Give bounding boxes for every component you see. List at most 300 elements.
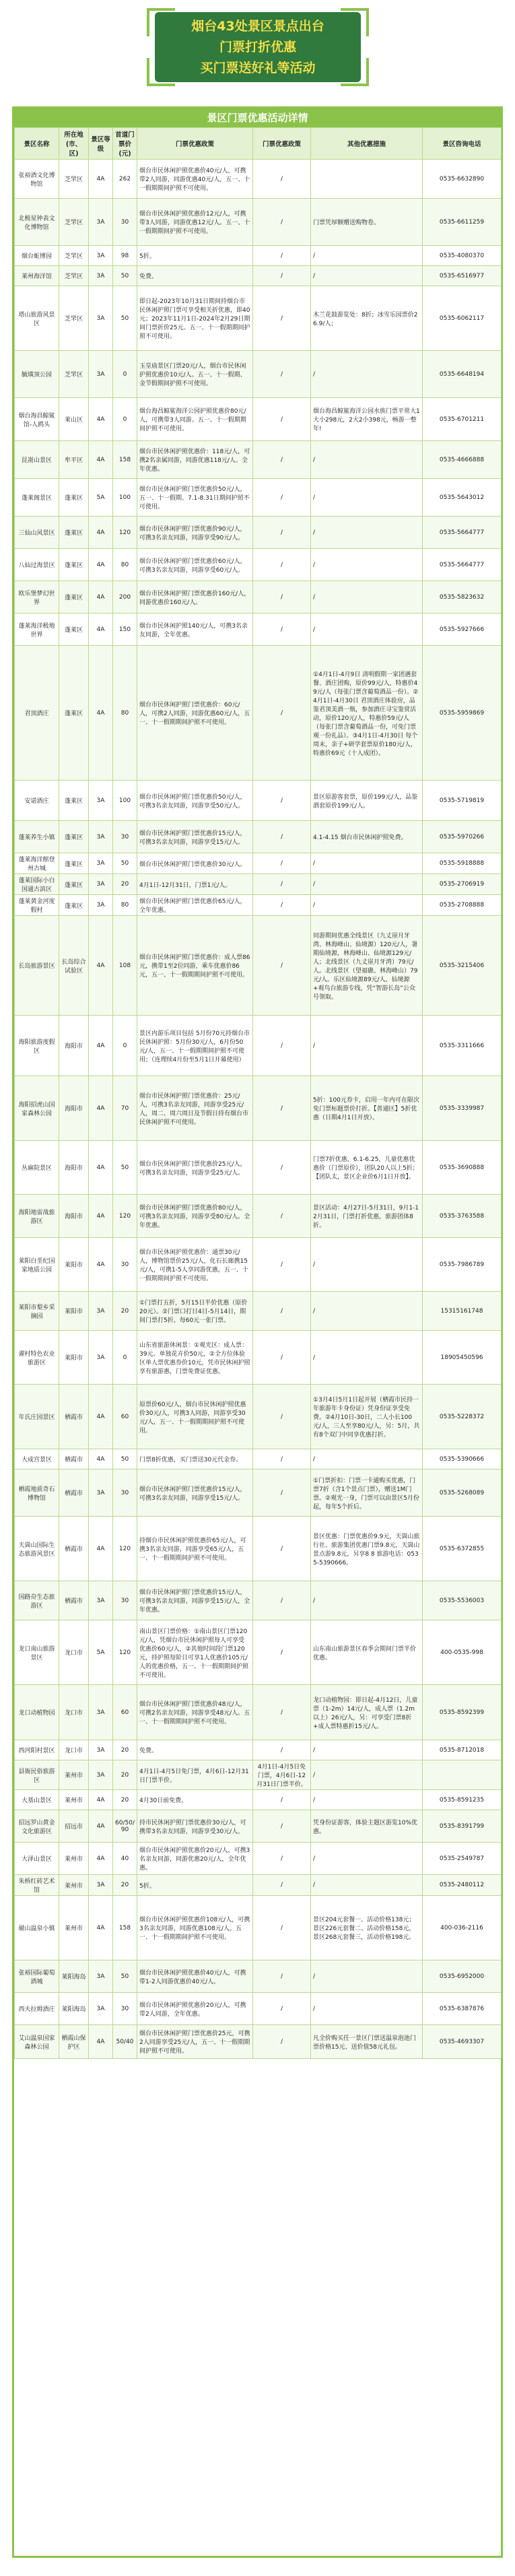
- cell-other: 烟台海昌鲸鲨海洋公园水族门票平常大1大小298元，2大2小398元，畅游一整年!: [311, 398, 423, 441]
- cell-other: /: [311, 351, 423, 398]
- cell-ticket: /: [253, 895, 311, 916]
- header-area: 所在地(市、区): [59, 128, 89, 160]
- cell-policy: 烟台市民休闲护照门票优惠价48元/人，可携2名亲友同游，同游享受48元/人。五一、十一假期期间护照不可使用。: [137, 1685, 253, 1740]
- cell-level: 4A: [89, 1517, 113, 1581]
- cell-name: 三仙山风景区: [15, 517, 59, 549]
- cell-other: /: [311, 581, 423, 614]
- cell-ticket: /: [253, 479, 311, 517]
- cell-policy: 门票8折优惠，买门票送30元代金券。: [137, 1449, 253, 1469]
- cell-policy: 景区内游乐项目包括 5月份70元持烟台市民休闲护照：5月份30元/人，6月份50元/人，五一、十一假期期间护照不可使用；（连理续4月份至5月1日开幕使用）: [137, 1016, 253, 1076]
- cell-area: 栖霞市: [59, 1581, 89, 1620]
- cell-area: 牟平区: [59, 441, 89, 479]
- cell-area: 莱州市: [59, 1875, 89, 1896]
- cell-price: 120: [113, 517, 137, 549]
- cell-name: 龙口动植物园: [15, 1685, 59, 1740]
- cell-price: 158: [113, 1896, 137, 1960]
- cell-name: 年氏庄园景区: [15, 1385, 59, 1449]
- cell-phone: 400-036-2116: [423, 1896, 502, 1960]
- cell-policy: 烟台市民休闲护照优惠价20元/人，可携带2人同游，全年优惠。: [137, 1993, 253, 2025]
- cell-price: 80: [113, 549, 137, 581]
- cell-other: [311, 160, 423, 199]
- cell-policy: 烟台市民休闲护照门票优惠价：成人票86元，携带1至2位同游，乘车优惠价86元，五一、十一假期期间护照不可使用。: [137, 916, 253, 1016]
- table-row: [15, 1620, 502, 1685]
- cell-other: 凭身份证游客，体验主题区游览10%优惠。: [311, 1810, 423, 1843]
- cell-area: 蓬莱区: [59, 895, 89, 916]
- cell-phone: 0535-6372855: [423, 1517, 502, 1581]
- header-price: 首道门票价(元): [113, 128, 137, 160]
- cell-name: 烟台海昌鲸鲨馆-人鸥头: [15, 398, 59, 441]
- cell-policy: 烟台市民休闲护照优惠价12元/人，可携带3人同游，同游优惠12元/人。五一、十一假期期间护照不可使用。: [137, 199, 253, 246]
- cell-phone: 0535-6062117: [423, 286, 502, 351]
- cell-ticket: /: [253, 2025, 311, 2059]
- cell-level: 3A: [89, 199, 113, 246]
- cell-name: 大基山景区: [15, 1790, 59, 1810]
- cell-phone: 0535-2706919: [423, 874, 502, 895]
- cell-policy: 5折。: [137, 246, 253, 266]
- cell-level: 3A: [89, 853, 113, 874]
- cell-level: 4A: [89, 1449, 113, 1469]
- cell-area: 芝罘区: [59, 266, 89, 286]
- banner-line-2: 门票打折优惠: [219, 40, 296, 55]
- cell-phone: 0535-4693307: [423, 2025, 502, 2059]
- cell-phone: 0535-6387876: [423, 1993, 502, 2025]
- cell-policy: 烟台市民休闲护照门票优惠价50元/人，五一、十一假期、7.1-8.31日期间护照不可使用。: [137, 479, 253, 517]
- cell-level: 4A: [89, 1195, 113, 1238]
- cell-phone: 0535-5918888: [423, 853, 502, 874]
- cell-policy: 即日起-2023年10月31日期间持烟台市民休闲护照门票可享受相关折优惠，即40元；2023年11月1日-2024年2月29日期间门票折价25元。五一、十一假期期间护照不可使用。: [137, 286, 253, 351]
- cell-level: 3A: [89, 821, 113, 853]
- cell-ticket: 4月1日-4月5日免门票，4月6日-12月31日门票半价。: [253, 1760, 311, 1790]
- cell-policy: 烟台市民休闲护照门票优惠价80元/人，可携3名亲友同游，同游享受80元/人。全年优惠。: [137, 1195, 253, 1238]
- cell-area: 海阳市: [59, 1016, 89, 1076]
- cell-phone: 18905450596: [423, 1331, 502, 1385]
- cell-name: 塔山旅游风景区: [15, 286, 59, 351]
- cell-price: 98: [113, 246, 137, 266]
- table-header-row: [15, 128, 502, 160]
- banner-card: [155, 12, 361, 82]
- cell-area: 栖霞市: [59, 1449, 89, 1469]
- table-row: [15, 1843, 502, 1875]
- table-row: [15, 1141, 502, 1195]
- cell-ticket: /: [253, 1896, 311, 1960]
- cell-price: 60/50/90: [113, 1810, 137, 1843]
- cell-area: 栖霞市: [59, 1517, 89, 1581]
- footer-gap: [0, 2558, 515, 2576]
- cell-phone: 0535-7986789: [423, 1238, 502, 1292]
- cell-phone: 0535-5719819: [423, 781, 502, 821]
- cell-name: 莱阳市梨乡采摘园: [15, 1292, 59, 1331]
- cell-area: 长岛综合试验区: [59, 916, 89, 1016]
- cell-level: 4A: [89, 1141, 113, 1195]
- scenic-table: [14, 127, 502, 2059]
- cell-area: 栖霞山保护区: [59, 2025, 89, 2059]
- cell-name: 海阳地雷战旅游区: [15, 1195, 59, 1238]
- cell-price: 20: [113, 1292, 137, 1331]
- cell-ticket: /: [253, 1843, 311, 1875]
- cell-ticket: /: [253, 821, 311, 853]
- cell-policy: 4月1日-4月5日免门票，4月6日-12月31日门票半价。: [137, 1760, 253, 1790]
- cell-phone: 0535-3690888: [423, 1141, 502, 1195]
- table-row: [15, 1581, 502, 1620]
- table-row: [15, 2025, 502, 2059]
- cell-policy: 烟台海昌鲸鲨海洋公园护照优惠价80元/人，可携带3人同游。五一、十一假期期间护照不可使用。: [137, 398, 253, 441]
- cell-level: 3A: [89, 1292, 113, 1331]
- cell-area: 蓬莱区: [59, 614, 89, 646]
- cell-ticket: /: [253, 1993, 311, 2025]
- cell-price: 30: [113, 199, 137, 246]
- cell-policy: 烟台市民休闲护照优惠价：118元/人，可携2名亲属同游，同游优惠118元/人。全年优惠。: [137, 441, 253, 479]
- cell-price: 50: [113, 266, 137, 286]
- cell-area: 莱阳海岛: [59, 1993, 89, 2025]
- cell-ticket: /: [253, 646, 311, 781]
- scenic-table-container: [12, 106, 503, 2558]
- cell-phone: 0535-6611259: [423, 199, 502, 246]
- cell-ticket: /: [253, 1238, 311, 1292]
- cell-ticket: /: [253, 1960, 311, 1993]
- cell-area: 蓬莱区: [59, 646, 89, 781]
- cell-name: 张裕酒文化博物馆: [15, 160, 59, 199]
- cell-price: 20: [113, 1875, 137, 1896]
- cell-policy: 烟台市民休闲护照门票优惠价90元/人，可携3名亲友同游，同游享受90元/人。: [137, 517, 253, 549]
- cell-policy: ①门票打五折，5月15日半价优惠（原价20元）。②门票口打日4日-5月14日，期间门票打5折，每60元一张门票。: [137, 1292, 253, 1331]
- cell-other: /: [311, 1238, 423, 1292]
- cell-level: 4A: [89, 581, 113, 614]
- cell-phone: 0535-5664777: [423, 549, 502, 581]
- cell-policy: 南山景区门票价格：①南山景区门票120元/人，凭烟台市民休闲护照每人可享受优惠价60元/人，②其他时间段门票120元，持护照每阶日可享1人优惠价105元/人的优惠价格，五一、十一假期期间护照不可使用。: [137, 1620, 253, 1685]
- cell-phone: 0535-4666888: [423, 441, 502, 479]
- table-row: [15, 614, 502, 646]
- cell-phone: 0535-2549787: [423, 1843, 502, 1875]
- cell-name: 安诺酒庄: [15, 781, 59, 821]
- cell-phone: 0535-5970266: [423, 821, 502, 853]
- cell-policy: 玉皇庙景区门票20元/人，烟台市民休闲护照优惠价10元/人。五一、十一假期、金节假期间护照不可使用。: [137, 351, 253, 398]
- table-row: [15, 549, 502, 581]
- cell-level: 3A: [89, 246, 113, 266]
- cell-policy: 烟台市民休闲护照门票优惠价15元/人，可携3名亲友同游，同游享受15元/人，全年优惠。: [137, 1581, 253, 1620]
- table-row: [15, 821, 502, 853]
- table-title: 景区门票优惠活动详情: [14, 108, 501, 127]
- cell-policy: 烟台市民休闲护照门票优惠价15元/人，可携3名亲友同游，同游享受15元/人。: [137, 1469, 253, 1517]
- cell-level: 3A: [89, 1960, 113, 1993]
- table-row: [15, 199, 502, 246]
- table-row: [15, 1740, 502, 1760]
- cell-level: 4A: [89, 517, 113, 549]
- cell-price: 0: [113, 1016, 137, 1076]
- cell-price: 50: [113, 1449, 137, 1469]
- cell-price: 158: [113, 441, 137, 479]
- cell-other: /: [311, 1016, 423, 1076]
- cell-level: 4A: [89, 1016, 113, 1076]
- cell-area: 海阳市: [59, 1141, 89, 1195]
- cell-level: 4A: [89, 2025, 113, 2059]
- banner-line-3: 买门票送好礼等活动: [200, 61, 316, 75]
- cell-phone: 0535-6952000: [423, 1960, 502, 1993]
- table-row: [15, 1960, 502, 1993]
- cell-ticket: /: [253, 853, 311, 874]
- cell-level: 3A: [89, 351, 113, 398]
- cell-other: 4.1-4.15 烟台市民休闲护照免费。: [311, 821, 423, 853]
- cell-phone: 0535-5536003: [423, 1581, 502, 1620]
- table-row: [15, 1195, 502, 1238]
- cell-price: 60: [113, 1685, 137, 1740]
- cell-area: 蓬莱区: [59, 581, 89, 614]
- cell-other: /: [311, 1960, 423, 1993]
- cell-area: 蓬莱区: [59, 874, 89, 895]
- table-row: [15, 1760, 502, 1790]
- cell-ticket: /: [253, 351, 311, 398]
- cell-policy: 烟台市民休闲护照门票优惠价：60元/人，可携2人同游，同游优惠60元/人，五一、十一假期期间护照不可使用。: [137, 646, 253, 781]
- table-row: [15, 286, 502, 351]
- cell-level: 4A: [89, 1238, 113, 1292]
- cell-price: 30: [113, 1469, 137, 1517]
- cell-ticket: /: [253, 1469, 311, 1517]
- cell-ticket: /: [253, 1810, 311, 1843]
- cell-phone: 0535-8591235: [423, 1790, 502, 1810]
- cell-price: 108: [113, 916, 137, 1016]
- cell-other: /: [311, 1790, 423, 1810]
- cell-policy: 烟台市民休闲护照优惠价：通票30元/人，博物馆票价25元/人，化石长廊携15元/人，可携1-5人享同游优惠，五一、十一假期期间护照不可使用。: [137, 1238, 253, 1292]
- cell-name: 丛麻院景区: [15, 1141, 59, 1195]
- cell-name: 欧乐堡梦幻世界: [15, 581, 59, 614]
- cell-ticket: /: [253, 1331, 311, 1385]
- cell-ticket: /: [253, 874, 311, 895]
- table-row: [15, 160, 502, 199]
- cell-level: 3A: [89, 1331, 113, 1385]
- cell-area: 蓬莱区: [59, 549, 89, 581]
- cell-area: 莱州市: [59, 1790, 89, 1810]
- cell-price: 60: [113, 1385, 137, 1449]
- cell-policy: 4月30日前免费。: [137, 1790, 253, 1810]
- cell-ticket: /: [253, 1740, 311, 1760]
- cell-policy: 山东省旅游休闲景：①观光区：成人票：39元。单独花卉价50元，②全方位体验区单人票优惠券价10元，凭市民休闲护照享有旅游惠，门票免费证优惠。: [137, 1331, 253, 1385]
- cell-phone: 400-0535-998: [423, 1620, 502, 1685]
- header-ticket: 门票优惠政策: [253, 128, 311, 160]
- header-name: 景区名称: [15, 128, 59, 160]
- cell-price: 100: [113, 479, 137, 517]
- cell-phone: 0535-5390666: [423, 1449, 502, 1469]
- table-row: [15, 1016, 502, 1076]
- cell-name: 大泽山景区: [15, 1843, 59, 1875]
- cell-name: 蓬莱养生小镇: [15, 821, 59, 853]
- cell-phone: 0535-6632890: [423, 160, 502, 199]
- cell-name: 县衙民俗旅游区: [15, 1760, 59, 1790]
- cell-other: 同游期间优惠全线景区（九丈崖月牙湾、林海峰山、仙境源）120元/人，暑期仙境源，林海峰山、仙境源129元/人；北线景区（九丈崖月牙湾）79元/人。北线景区（望福礁、林海峰山）79元/人。乐区仙境源89元/人，仙境源+观鸟台旅游专线，凭“智游长岛”公众号领取。: [311, 916, 423, 1016]
- cell-policy: 烟台市民休闲护照门票优惠价25元/人，可携3名亲友同游，同游享受25元/人。: [137, 1141, 253, 1195]
- cell-name: 北极星钟表文化博物馆: [15, 199, 59, 246]
- cell-ticket: /: [253, 398, 311, 441]
- table-row: [15, 266, 502, 286]
- cell-area: 芝罘区: [59, 351, 89, 398]
- cell-area: 芝罘区: [59, 246, 89, 266]
- cell-ticket: /: [253, 1195, 311, 1238]
- table-row: [15, 441, 502, 479]
- cell-name: 莱阳白垩纪国家地质公园: [15, 1238, 59, 1292]
- table-row: [15, 1685, 502, 1740]
- cell-name: 磁山温泉小镇: [15, 1896, 59, 1960]
- cell-name: 烟台蚯博园: [15, 246, 59, 266]
- cell-policy: 烟台市民休闲护照优惠价108元/人，可携3名亲友同游，同游优惠108元/人。五一、十一假期期间护照不可使用。: [137, 1896, 253, 1960]
- cell-other: /: [311, 479, 423, 517]
- cell-other: 龙口动植物园：即日起-4月12日，儿童票（1-2m）14元/人，成人票（1.2m以上）26元/人，另：可享受门票8折+成人票特惠折15元/人。: [311, 1685, 423, 1740]
- cell-other: 木兰花鼓游览处：8折；冰雪乐园票价26.9/人；: [311, 286, 423, 351]
- cell-area: 海阳市: [59, 1076, 89, 1141]
- cell-other: /: [311, 1449, 423, 1469]
- cell-price: 80: [113, 646, 137, 781]
- cell-other: 山东南山旅游景区春季会期间门票半价优惠。: [311, 1620, 423, 1685]
- cell-policy: 烟台市民休闲护照门票优惠价50元/人，可携3名亲友同游，同游享受50元/人。: [137, 781, 253, 821]
- cell-name: 招远罗山黄金文化旅游区: [15, 1810, 59, 1843]
- table-row: [15, 874, 502, 895]
- cell-price: 50: [113, 1141, 137, 1195]
- cell-name: 天崮山国际生态旅游风景区: [15, 1517, 59, 1581]
- cell-price: 0: [113, 398, 137, 441]
- cell-level: 3A: [89, 781, 113, 821]
- table-row: [15, 1449, 502, 1469]
- cell-phone: 0535-5823632: [423, 581, 502, 614]
- cell-ticket: /: [253, 1685, 311, 1740]
- cell-price: 50: [113, 853, 137, 874]
- cell-other: /: [311, 1740, 423, 1760]
- cell-area: 芝罘区: [59, 160, 89, 199]
- cell-other: 5折：100元券卡，启用一年内可在限次免门票标题票价打折。【普通区】5折优惠（日期4月1日开放）。: [311, 1076, 423, 1141]
- cell-policy: 原票价60元/人，烟台市民休闲护照优惠价30元/人，可携3人同游，同游享受30元/人，五一、十一假期期间护照不可使用。: [137, 1385, 253, 1449]
- cell-phone: [423, 1760, 502, 1790]
- cell-other: /: [311, 1993, 423, 2025]
- cell-other: /: [311, 246, 423, 266]
- cell-area: 莱阳市: [59, 1331, 89, 1385]
- cell-price: 200: [113, 581, 137, 614]
- cell-name: 龙口南山旅游景区: [15, 1620, 59, 1685]
- header-level: 景区等级: [89, 128, 113, 160]
- cell-price: 150: [113, 614, 137, 646]
- cell-price: 30: [113, 821, 137, 853]
- cell-phone: 0535-5959869: [423, 646, 502, 781]
- cell-ticket: /: [253, 781, 311, 821]
- cell-other: 景区204元套餐一、活动价格138元；景区226元套餐二、活动价格158元，景区268元套餐三，活动价格198元。: [311, 1896, 423, 1960]
- cell-policy: 烟台市民休闲护照优惠价20元/人，可携3名亲友同游，同游优惠20元/人，全年优惠。: [137, 1843, 253, 1875]
- cell-other: 门票7折优惠，6.1-6.25，儿童优惠优惠价（门票原价），团队20人以上5折；【团队太，景区企业价6月1日开放】。: [311, 1141, 423, 1195]
- cell-area: 莱州市: [59, 1896, 89, 1960]
- cell-name: 国路夼生态旅游区: [15, 1581, 59, 1620]
- table-row: [15, 781, 502, 821]
- cell-ticket: /: [253, 1790, 311, 1810]
- cell-level: 5A: [89, 1620, 113, 1685]
- cell-price: 0: [113, 1331, 137, 1385]
- cell-level: 3A: [89, 266, 113, 286]
- cell-name: 张裕国际葡萄酒城: [15, 1960, 59, 1993]
- cell-phone: 0535-5228372: [423, 1385, 502, 1449]
- cell-phone: 0535-3763588: [423, 1195, 502, 1238]
- cell-level: 4A: [89, 1810, 113, 1843]
- cell-phone: 0535-8391799: [423, 1810, 502, 1843]
- cell-level: 3A: [89, 1469, 113, 1517]
- table-row: [15, 1469, 502, 1517]
- cell-other: /: [311, 1331, 423, 1385]
- cell-policy: 烟台市民休闲护照门票优惠价60元/人，可携3名亲友同游，同游享受60元/人。: [137, 549, 253, 581]
- cell-level: 4A: [89, 441, 113, 479]
- table-row: [15, 853, 502, 874]
- cell-level: 4A: [89, 1385, 113, 1449]
- cell-area: 莱山区: [59, 398, 89, 441]
- table-row: [15, 1810, 502, 1843]
- cell-level: 3A: [89, 1740, 113, 1760]
- cell-price: 0: [113, 351, 137, 398]
- cell-ticket: /: [253, 1517, 311, 1581]
- cell-policy: 烟台市民休闲护照门票优惠价160元/人，同游优惠价160元/人。: [137, 581, 253, 614]
- cell-other: /: [311, 1292, 423, 1331]
- cell-ticket: /: [253, 1581, 311, 1620]
- cell-area: 海阳市: [59, 1195, 89, 1238]
- cell-other: ①4月1日-4月9日 清明假期一家团遇套餐、酒庄团购，原价99元/人，特惠价49元/人（每张门票含葡萄酒品一份）。②4月1日-4月30日 君顶酒庄体验房，品鉴君顶美酒一瓶，参加酒庄寻宝鉴赏活动，原价120元/人，特惠价59元/人（每张门票含葡萄酒品一份，可免门票观一份礼品）。③4月1日-4月30日 每个周末，亲子+研学套票原价180元/人，特惠价69元（十人成团）。: [311, 646, 423, 781]
- cell-name: 濯村特色农业旅游区: [15, 1331, 59, 1385]
- cell-price: 20: [113, 1760, 137, 1790]
- cell-ticket: /: [253, 614, 311, 646]
- cell-area: 蓬莱区: [59, 781, 89, 821]
- table-row: [15, 246, 502, 266]
- cell-price: 50/40: [113, 2025, 137, 2059]
- cell-name: 八仙过海景区: [15, 549, 59, 581]
- table-row: [15, 646, 502, 781]
- cell-area: 蓬莱区: [59, 479, 89, 517]
- cell-price: 40: [113, 1843, 137, 1875]
- table-row: [15, 1517, 502, 1581]
- cell-level: 3A: [89, 1581, 113, 1620]
- cell-price: 30: [113, 1581, 137, 1620]
- cell-ticket: /: [253, 1141, 311, 1195]
- cell-phone: 0535-5643012: [423, 479, 502, 517]
- cell-policy: 4月1日-12月31日，门票1元/人。: [137, 874, 253, 895]
- cell-price: 20: [113, 1740, 137, 1760]
- cell-policy: 烟台市民休闲护照门票优惠价：25元/人，可携3名亲友同游，同游享受25元/人，周二、周六周日及节假日持有烟台市民休闲护照不可使用。: [137, 1076, 253, 1141]
- cell-area: 龙口市: [59, 1620, 89, 1685]
- cell-phone: 0535-6701211: [423, 398, 502, 441]
- cell-other: /: [311, 853, 423, 874]
- cell-ticket: /: [253, 1292, 311, 1331]
- table-row: [15, 1896, 502, 1960]
- cell-price: 20: [113, 874, 137, 895]
- table-row: [15, 581, 502, 614]
- cell-other: 景区原游客套票，原价199元/人，品鉴酒套原价199元/人。: [311, 781, 423, 821]
- cell-level: 4A: [89, 1843, 113, 1875]
- cell-price: 262: [113, 160, 137, 199]
- cell-level: 4A: [89, 1790, 113, 1810]
- cell-phone: 0535-8592399: [423, 1685, 502, 1740]
- cell-name: 蓬莱海洋館登州古城: [15, 853, 59, 874]
- cell-name: 蓬莱黄金河度假村: [15, 895, 59, 916]
- cell-level: 3A: [89, 874, 113, 895]
- cell-area: 芝罘区: [59, 199, 89, 246]
- table-row: [15, 398, 502, 441]
- cell-level: 3A: [89, 286, 113, 351]
- cell-name: 朱桥红砖艺术馆: [15, 1875, 59, 1896]
- cell-policy: 5折。: [137, 1875, 253, 1896]
- cell-level: 4A: [89, 160, 113, 199]
- cell-other: /: [311, 517, 423, 549]
- title-banner: [147, 8, 369, 86]
- cell-phone: 0535-6648194: [423, 351, 502, 398]
- cell-policy: 烟台市民休闲护照140元/人，可携3名亲友同游，全年优惠。: [137, 614, 253, 646]
- table-row: [15, 1292, 502, 1331]
- cell-phone: 0535-8712018: [423, 1740, 502, 1760]
- cell-ticket: /: [253, 199, 311, 246]
- cell-phone: 0535-6516977: [423, 266, 502, 286]
- cell-phone: 0535-5927666: [423, 614, 502, 646]
- cell-phone: 0535-3311666: [423, 1016, 502, 1076]
- cell-level: 4A: [89, 916, 113, 1016]
- cell-ticket: /: [253, 1076, 311, 1141]
- cell-other: 景区优惠：门票优惠价9.9元，天崮山旅行社、旅游集团优惠门票9.8元，天崮山景点游9.8元，另享8 8 旅游电话：0535-5390666。: [311, 1517, 423, 1581]
- banner-line-1: 烟台43处景区景点出台: [191, 19, 324, 34]
